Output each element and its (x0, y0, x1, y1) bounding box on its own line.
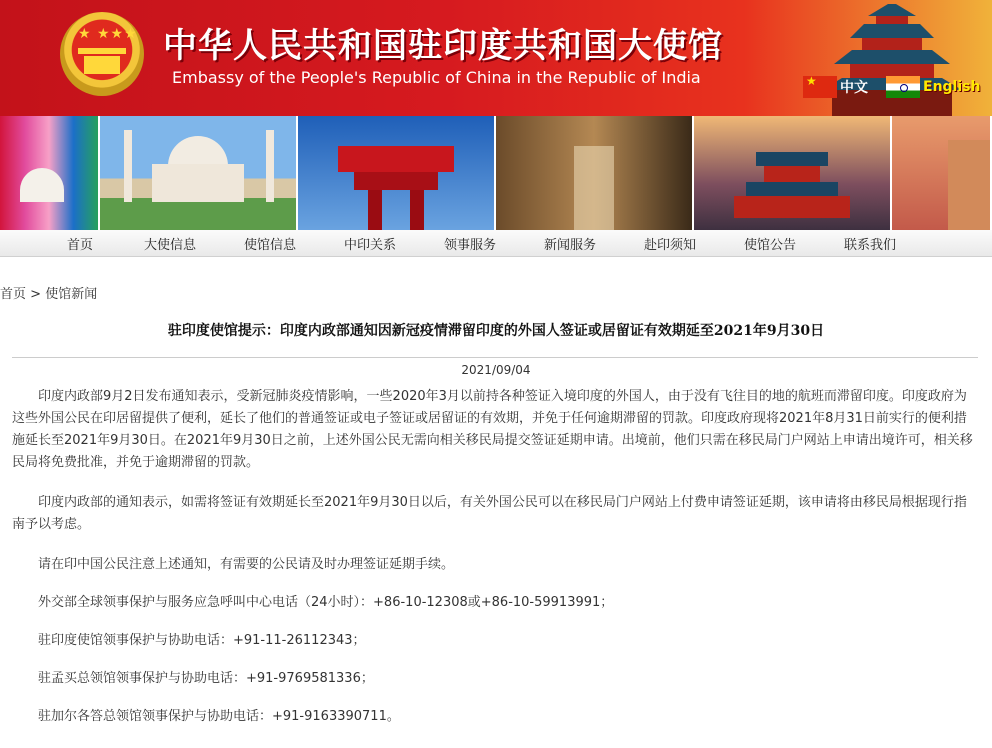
article-paragraph: 驻孟买总领馆领事保护与协助电话：+91-9769581336； (38, 671, 374, 686)
site-header (0, 0, 992, 116)
photo-china-pavilion (298, 116, 496, 230)
nav-consular-service[interactable]: 领事服务 (443, 237, 496, 253)
nav-home[interactable]: 首页 (66, 237, 93, 253)
article-title: 驻印度使馆提示：印度内政部通知因新冠疫情滞留印度的外国人签证或居留证有效期延至2021年9月30日 (167, 323, 825, 339)
temple-of-heaven-icon (772, 0, 972, 116)
breadcrumb-home[interactable]: 首页 (0, 287, 27, 302)
nav-news-service[interactable]: 新闻服务 (543, 237, 596, 253)
breadcrumb-current[interactable]: 使馆新闻 (45, 287, 98, 302)
nav-china-india-relations[interactable]: 中印关系 (343, 237, 396, 253)
site-title-cn: 中华人民共和国驻印度共和国大使馆 (163, 26, 723, 66)
article-paragraph: 请在印中国公民注意上述通知，有需要的公民请及时办理签证延期手续。 (38, 557, 455, 572)
nav-embassy-info[interactable]: 使馆信息 (243, 237, 296, 253)
nav-contact-us[interactable]: 联系我们 (843, 237, 896, 253)
nav-travel-to-india[interactable]: 赴印须知 (643, 237, 696, 253)
main-nav (0, 230, 992, 257)
china-flag-icon (803, 76, 837, 98)
lang-label-en[interactable]: English (923, 79, 981, 95)
nav-ambassador[interactable]: 大使信息 (143, 237, 196, 253)
photo-india-gate (892, 116, 992, 230)
article-paragraph: 印度内政部9月2日发布通知表示，受新冠肺炎疫情影响，一些2020年3月以前持各种签证入境印度的外国人，由于没有飞往目的地的航班而滞留印度。印度政府为这些外国公民在印居留提供了便利，延长了他们的普通签证或电子签证或居留证的有效期，并免于任何逾期滞留的罚款。印度政府现将2021年8月31日前实行的便利措施延长至2021年9月30日。在2021年9月30日之前，上述外国公民无需向相关移民局提交签证延期申请。出境前，他们只需在移民局门户网站上申请出境许可，相关移民局将免费批准，并免于逾期滞留的罚款。 (12, 389, 973, 470)
article-paragraph: 外交部全球领事保护与服务应急呼叫中心电话（24小时）：+86-10-12308或+86-10-59913991； (38, 595, 614, 610)
lang-switch-english[interactable] (886, 76, 980, 98)
article-body (12, 386, 974, 744)
india-flag-icon (886, 76, 920, 98)
title-divider (12, 357, 978, 358)
national-emblem-icon: ★ ★★★ (60, 12, 144, 96)
breadcrumb-separator: > (26, 287, 46, 302)
photo-temple-of-heaven (694, 116, 892, 230)
photo-taj-mahal (100, 116, 298, 230)
site-title-en: Embassy of the People's Republic of China in the Republic of India (172, 68, 701, 87)
article-paragraph: 驻加尔各答总领馆领事保护与协助电话：+91-9163390711。 (38, 709, 400, 724)
photo-textiles (0, 116, 100, 230)
article-date: 2021/09/04 (461, 363, 531, 377)
article-paragraph: 驻印度使馆领事保护与协助电话：+91-11-26112343； (38, 633, 366, 648)
lang-switch-chinese[interactable] (803, 76, 868, 98)
photo-temple-corridor (496, 116, 694, 230)
lang-label-cn[interactable]: 中文 (840, 80, 868, 96)
breadcrumb (0, 283, 97, 302)
nav-embassy-notice[interactable]: 使馆公告 (743, 237, 796, 253)
article-paragraph: 印度内政部的通知表示，如需将签证有效期延长至2021年9月30日以后，有关外国公民可以在移民局门户网站上付费申请签证延期，该申请将由移民局根据现行指南予以考虑。 (12, 495, 967, 532)
banner-photos (0, 116, 992, 230)
